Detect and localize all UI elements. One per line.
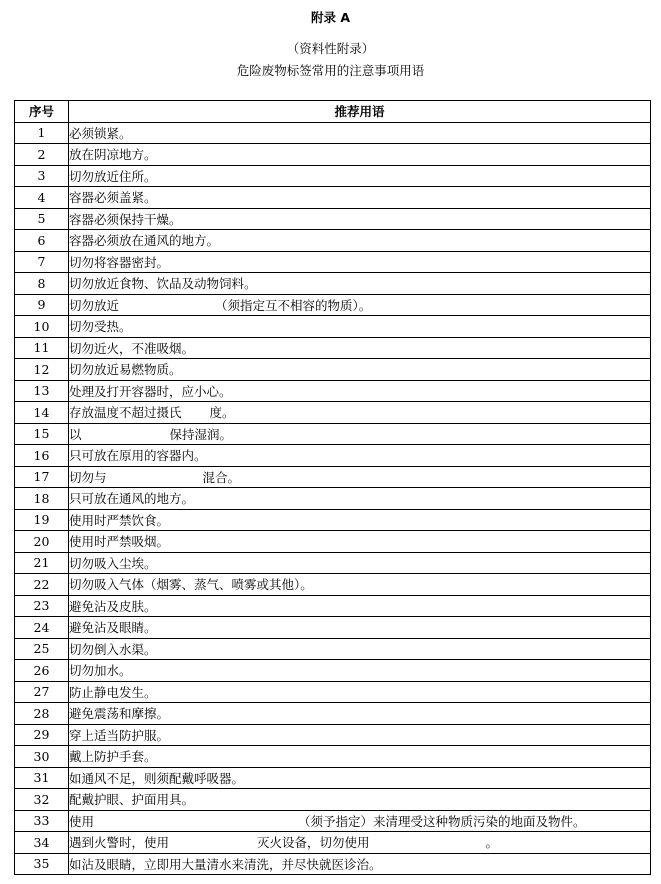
table-row: [15, 251, 651, 273]
table-row: [15, 617, 651, 639]
row-phrase: [69, 832, 651, 854]
phrase-text: （须指定互不相容的物质）。: [215, 297, 372, 313]
phrase-text: 处理及打开容器时，应小心。: [69, 383, 232, 399]
row-phrase: [69, 445, 651, 467]
phrase-text: 容器必须保持干燥。: [69, 211, 182, 227]
phrase-text: 容器必须放在通风的地方。: [69, 233, 220, 249]
table-header-row: [15, 101, 651, 123]
phrase-text: 切勿与: [69, 469, 107, 485]
phrase-text: 容器必须盖紧。: [69, 190, 157, 206]
row-phrase: [69, 853, 651, 875]
phrase-text: 切勿吸入尘埃。: [69, 555, 157, 571]
table-row: [15, 337, 651, 359]
row-phrase: [69, 574, 651, 596]
row-number: 14: [15, 402, 69, 424]
row-phrase: [69, 187, 651, 209]
row-phrase: [69, 746, 651, 768]
row-phrase: [69, 488, 651, 510]
row-number: 25: [15, 638, 69, 660]
phrase-text: 如沾及眼睛，立即用大量清水来清洗，并尽快就医诊治。: [69, 856, 382, 872]
table-row: [15, 273, 651, 295]
table-row: [15, 316, 651, 338]
table-row: [15, 660, 651, 682]
row-phrase: [69, 144, 651, 166]
table-row: [15, 531, 651, 553]
row-phrase: [69, 617, 651, 639]
table-row: [15, 144, 651, 166]
appendix-title: 附录 A: [310, 10, 351, 25]
row-phrase: [69, 402, 651, 424]
table-row: [15, 445, 651, 467]
row-phrase: [69, 122, 651, 144]
row-phrase: [69, 724, 651, 746]
phrase-text: 遇到火警时，使用: [69, 835, 170, 851]
table-row: [15, 703, 651, 725]
row-number: 30: [15, 746, 69, 768]
row-phrase: [69, 380, 651, 402]
table-row: [15, 122, 651, 144]
row-number: 8: [15, 273, 69, 295]
phrase-text: 切勿放近: [69, 297, 120, 313]
phrase-text: 切勿受热。: [69, 319, 132, 335]
row-number: 19: [15, 509, 69, 531]
row-number: 35: [15, 853, 69, 875]
row-number: 24: [15, 617, 69, 639]
row-phrase: [69, 208, 651, 230]
table-row: [15, 187, 651, 209]
phrase-text: 穿上适当防护服。: [69, 727, 170, 743]
phrase-text: 保持湿润。: [169, 426, 233, 442]
phrase-text: 避免沾及皮肤。: [69, 598, 157, 614]
row-phrase: [69, 595, 651, 617]
phrase-text: 使用: [69, 813, 95, 829]
row-phrase: [69, 294, 651, 316]
row-number: 6: [15, 230, 69, 252]
table-row: [15, 767, 651, 789]
row-number: 20: [15, 531, 69, 553]
row-number: 34: [15, 832, 69, 854]
row-phrase: [69, 359, 651, 381]
phrase-text: 存放温度不超过摄氏: [69, 405, 182, 421]
table-row: [15, 832, 651, 854]
row-number: 21: [15, 552, 69, 574]
row-number: 1: [15, 122, 69, 144]
phrase-text: 切勿放近易燃物质。: [69, 362, 182, 378]
row-phrase: [69, 552, 651, 574]
header-number: 序号: [15, 101, 69, 123]
appendix-type-subtitle: （资料性附录）: [286, 41, 375, 56]
table-row: [15, 208, 651, 230]
table-row: [15, 165, 651, 187]
phrase-text: 切勿将容器密封。: [69, 254, 170, 270]
row-number: 7: [15, 251, 69, 273]
row-phrase: [69, 165, 651, 187]
phrase-text: 只可放在通风的地方。: [69, 491, 195, 507]
table-row: [15, 853, 651, 875]
table-row: [15, 638, 651, 660]
row-phrase: [69, 531, 651, 553]
table-row: [15, 595, 651, 617]
phrase-text: （须予指定）来清理受这种物质污染的地面及物件。: [298, 813, 586, 829]
phrase-text: 切勿近火，不准吸烟。: [69, 340, 195, 356]
phrase-text: 切勿倒入水渠。: [69, 641, 157, 657]
row-number: 28: [15, 703, 69, 725]
phrase-text: 必须锁紧。: [69, 125, 132, 141]
row-phrase: [69, 703, 651, 725]
table-body: [15, 122, 651, 875]
row-phrase: [69, 230, 651, 252]
row-phrase: [69, 316, 651, 338]
phrase-text: 避免沾及眼睛。: [69, 620, 157, 636]
row-number: 10: [15, 316, 69, 338]
table-row: [15, 230, 651, 252]
phrase-text: 混合。: [202, 469, 241, 485]
header-phrase: 推荐用语: [69, 101, 651, 123]
row-number: 18: [15, 488, 69, 510]
table-row: [15, 402, 651, 424]
row-phrase: [69, 337, 651, 359]
phrase-text: 配戴护眼、护面用具。: [69, 792, 195, 808]
table-row: [15, 380, 651, 402]
table-row: [15, 359, 651, 381]
row-number: 4: [15, 187, 69, 209]
row-phrase: [69, 423, 651, 445]
phrase-text: 防止静电发生。: [69, 684, 157, 700]
row-number: 13: [15, 380, 69, 402]
row-number: 15: [15, 423, 69, 445]
row-number: 32: [15, 789, 69, 811]
phrase-text: 放在阴凉地方。: [69, 147, 157, 163]
row-number: 9: [15, 294, 69, 316]
precaution-phrases-table: [14, 100, 651, 875]
phrase-text: 戴上防护手套。: [69, 749, 157, 765]
phrase-text: 避免震荡和摩擦。: [69, 706, 170, 722]
row-number: 26: [15, 660, 69, 682]
phrase-text: 以: [69, 426, 82, 442]
row-number: 2: [15, 144, 69, 166]
table-row: [15, 488, 651, 510]
row-phrase: [69, 681, 651, 703]
table-row: [15, 423, 651, 445]
row-phrase: [69, 251, 651, 273]
phrase-text: 切勿吸入气体（烟雾、蒸气、喷雾或其他）。: [69, 577, 313, 593]
phrase-text: 度。: [209, 405, 235, 421]
row-number: 12: [15, 359, 69, 381]
row-number: 27: [15, 681, 69, 703]
phrase-text: 只可放在原用的容器内。: [69, 448, 207, 464]
table-row: [15, 509, 651, 531]
table-row: [15, 552, 651, 574]
row-number: 31: [15, 767, 69, 789]
phrase-text: 。: [485, 835, 499, 851]
row-number: 11: [15, 337, 69, 359]
phrase-text: 如通风不足，则须配戴呼吸器。: [69, 770, 245, 786]
table-row: [15, 810, 651, 832]
row-number: 5: [15, 208, 69, 230]
document-subtitle: 危险废物标签常用的注意事项用语: [236, 63, 425, 78]
row-phrase: [69, 273, 651, 295]
row-phrase: [69, 660, 651, 682]
phrase-text: 灭火设备，切勿使用: [257, 835, 370, 851]
row-phrase: [69, 466, 651, 488]
table-row: [15, 724, 651, 746]
row-phrase: [69, 767, 651, 789]
row-number: 33: [15, 810, 69, 832]
row-phrase: [69, 789, 651, 811]
table-row: [15, 681, 651, 703]
row-number: 3: [15, 165, 69, 187]
table-row: [15, 789, 651, 811]
row-phrase: [69, 509, 651, 531]
row-number: 22: [15, 574, 69, 596]
row-number: 23: [15, 595, 69, 617]
phrase-text: 切勿加水。: [69, 663, 132, 679]
table-row: [15, 294, 651, 316]
table-row: [15, 574, 651, 596]
row-number: 29: [15, 724, 69, 746]
row-number: 17: [15, 466, 69, 488]
phrase-text: 切勿放近食物、饮品及动物饲料。: [69, 276, 257, 292]
row-number: 16: [15, 445, 69, 467]
phrase-text: 使用时严禁饮食。: [69, 512, 170, 528]
table-row: [15, 746, 651, 768]
row-phrase: [69, 810, 651, 832]
phrase-text: 切勿放近住所。: [69, 168, 157, 184]
phrase-text: 使用时严禁吸烟。: [69, 534, 170, 550]
table-row: [15, 466, 651, 488]
row-phrase: [69, 638, 651, 660]
